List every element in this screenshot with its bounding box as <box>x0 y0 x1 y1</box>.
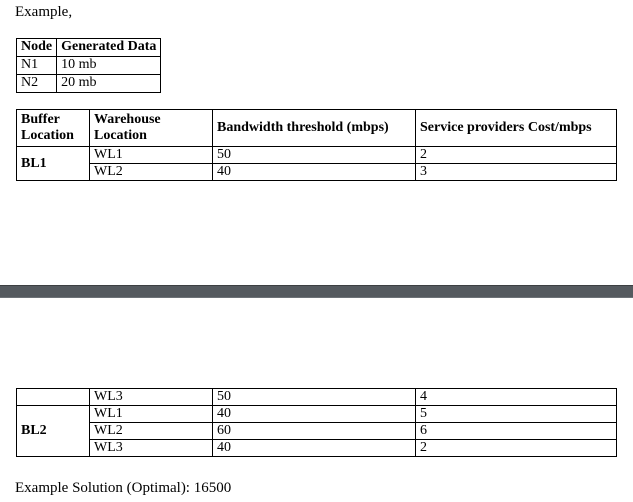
cell-node: N1 <box>17 57 57 75</box>
header-node: Node <box>17 39 57 57</box>
cell-bandwidth: 40 <box>213 440 416 457</box>
cell-cost: 3 <box>416 164 617 181</box>
cell-buffer-location: BL1 <box>17 147 90 181</box>
header-service-cost: Service providers Cost/mbps <box>416 110 617 147</box>
cell-generated-data: 10 mb <box>57 57 161 75</box>
table-row <box>17 406 617 423</box>
header-warehouse-location: Warehouse Location <box>90 110 213 147</box>
cell-warehouse: WL3 <box>90 440 213 457</box>
cell-warehouse: WL1 <box>90 406 213 423</box>
cell-cost: 5 <box>416 406 617 423</box>
cell-cost: 2 <box>416 440 617 457</box>
cell-bandwidth: 50 <box>213 389 416 406</box>
cell-bandwidth: 40 <box>213 164 416 181</box>
cell-bandwidth: 40 <box>213 406 416 423</box>
intro-text: Example, <box>15 4 73 20</box>
table-row <box>17 147 617 164</box>
table-row <box>17 440 617 457</box>
header-buffer-location: Buffer Location <box>17 110 90 147</box>
header-bandwidth-threshold: Bandwidth threshold (mbps) <box>213 110 416 147</box>
cell-cost: 6 <box>416 423 617 440</box>
table-row <box>17 75 161 93</box>
cell-buffer-location: BL2 <box>17 406 90 457</box>
table-header-row <box>17 39 161 57</box>
table-row <box>17 389 617 406</box>
cell-warehouse: WL2 <box>90 164 213 181</box>
cell-warehouse: WL2 <box>90 423 213 440</box>
header-generated-data: Generated Data <box>57 39 161 57</box>
node-data-table <box>16 38 161 93</box>
table-row <box>17 423 617 440</box>
table-header-row <box>17 110 617 147</box>
buffer-warehouse-table-continued <box>16 388 617 457</box>
table-row <box>17 164 617 181</box>
solution-text: Example Solution (Optimal): 16500 <box>15 480 232 496</box>
cell-generated-data: 20 mb <box>57 75 161 93</box>
cell-bandwidth: 60 <box>213 423 416 440</box>
cell-cost: 2 <box>416 147 617 164</box>
buffer-warehouse-table <box>16 109 617 181</box>
cell-warehouse: WL1 <box>90 147 213 164</box>
cell-buffer-location-empty <box>17 389 90 406</box>
cell-warehouse: WL3 <box>90 389 213 406</box>
cell-node: N2 <box>17 75 57 93</box>
page-break-divider <box>0 285 633 298</box>
table-row <box>17 57 161 75</box>
cell-cost: 4 <box>416 389 617 406</box>
cell-bandwidth: 50 <box>213 147 416 164</box>
